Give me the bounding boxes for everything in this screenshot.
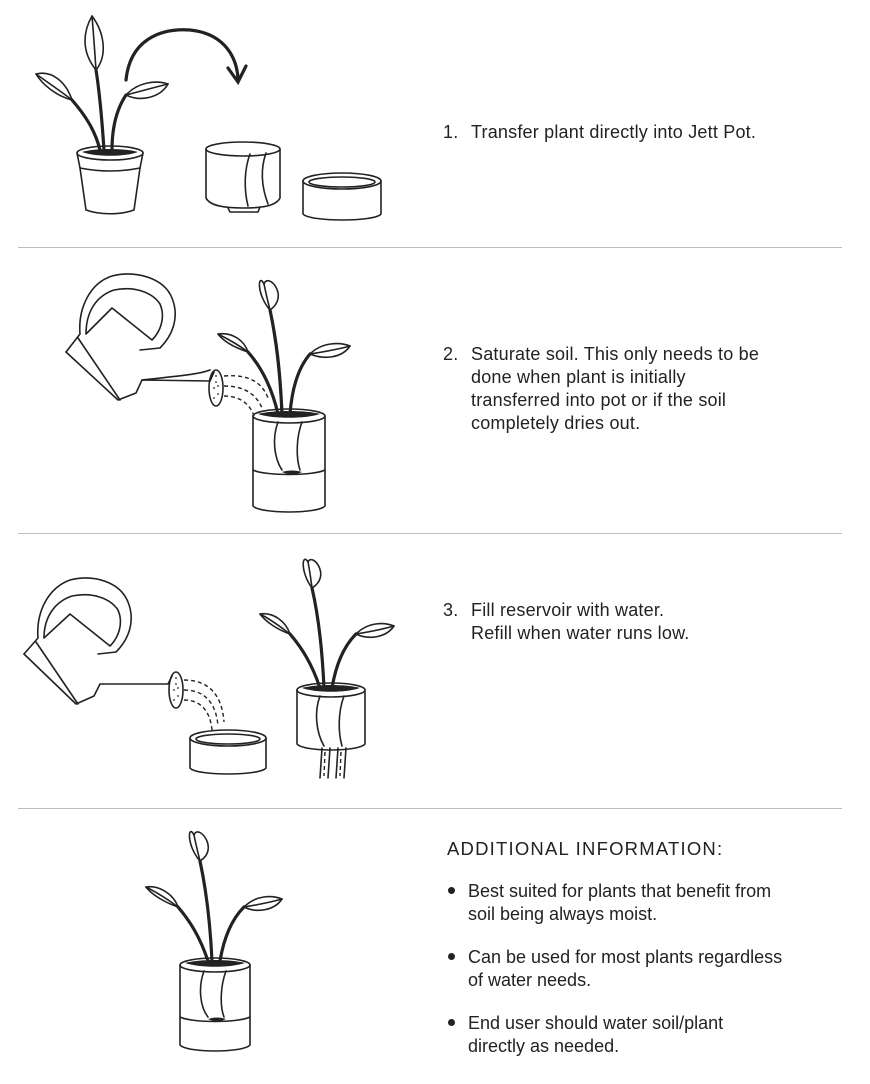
step-3-number: 3.	[443, 600, 459, 620]
watering-can-icon	[24, 578, 183, 708]
jett-pot-with-plant-icon	[218, 281, 350, 512]
step-2-number: 2.	[443, 344, 459, 364]
water-stream-icon	[224, 376, 268, 416]
step-3-text	[443, 599, 690, 645]
jett-pot-icon	[206, 142, 280, 212]
info-illustration	[120, 809, 320, 1084]
list-item	[446, 946, 856, 992]
step-2-line-1: Saturate soil. This only needs to be	[471, 344, 760, 364]
step-1-text	[443, 121, 756, 144]
list-item	[446, 1012, 856, 1058]
bullet-3-line-1: End user should water soil/plant	[468, 1013, 724, 1033]
bullet-2-line-1: Can be used for most plants regardless	[468, 947, 783, 967]
step-1-number: 1.	[443, 122, 459, 142]
step-1-line: Transfer plant directly into Jett Pot.	[471, 122, 757, 142]
step-2-illustration	[0, 248, 420, 533]
step-3-illustration	[0, 534, 420, 808]
watering-can-icon	[66, 274, 223, 406]
reservoir-icon	[303, 173, 381, 220]
bullet-1-line-2: soil being always moist.	[468, 904, 658, 924]
bullet-icon	[448, 953, 455, 960]
step-2-section	[0, 248, 870, 533]
step-1-section	[0, 0, 870, 248]
step-2-text	[443, 343, 759, 435]
step-3-section	[0, 534, 870, 808]
step-2-line-2: done when plant is initially	[471, 367, 686, 387]
water-stream-icon	[184, 680, 224, 730]
bullet-3-line-2: directly as needed.	[468, 1036, 620, 1056]
bullet-icon	[448, 1019, 455, 1026]
jett-pot-with-plant-icon	[260, 559, 394, 778]
curved-arrow-icon	[126, 30, 246, 82]
reservoir-icon	[190, 730, 266, 774]
step-2-line-3: transferred into pot or if the soil	[471, 390, 727, 410]
additional-info-title: ADDITIONAL INFORMATION:	[447, 838, 724, 859]
list-item	[446, 880, 856, 926]
bullet-icon	[448, 887, 455, 894]
additional-info-list	[446, 880, 856, 1078]
step-2-line-4: completely dries out.	[471, 413, 641, 433]
potted-plant-icon	[36, 16, 168, 214]
bullet-1-line-1: Best suited for plants that benefit from	[468, 881, 772, 901]
step-1-illustration	[0, 0, 420, 248]
jett-pot-with-plant-icon	[146, 832, 282, 1051]
step-3-line-2: Refill when water runs low.	[471, 623, 690, 643]
bullet-2-line-2: of water needs.	[468, 970, 592, 990]
step-3-line-1: Fill reservoir with water.	[471, 600, 665, 620]
